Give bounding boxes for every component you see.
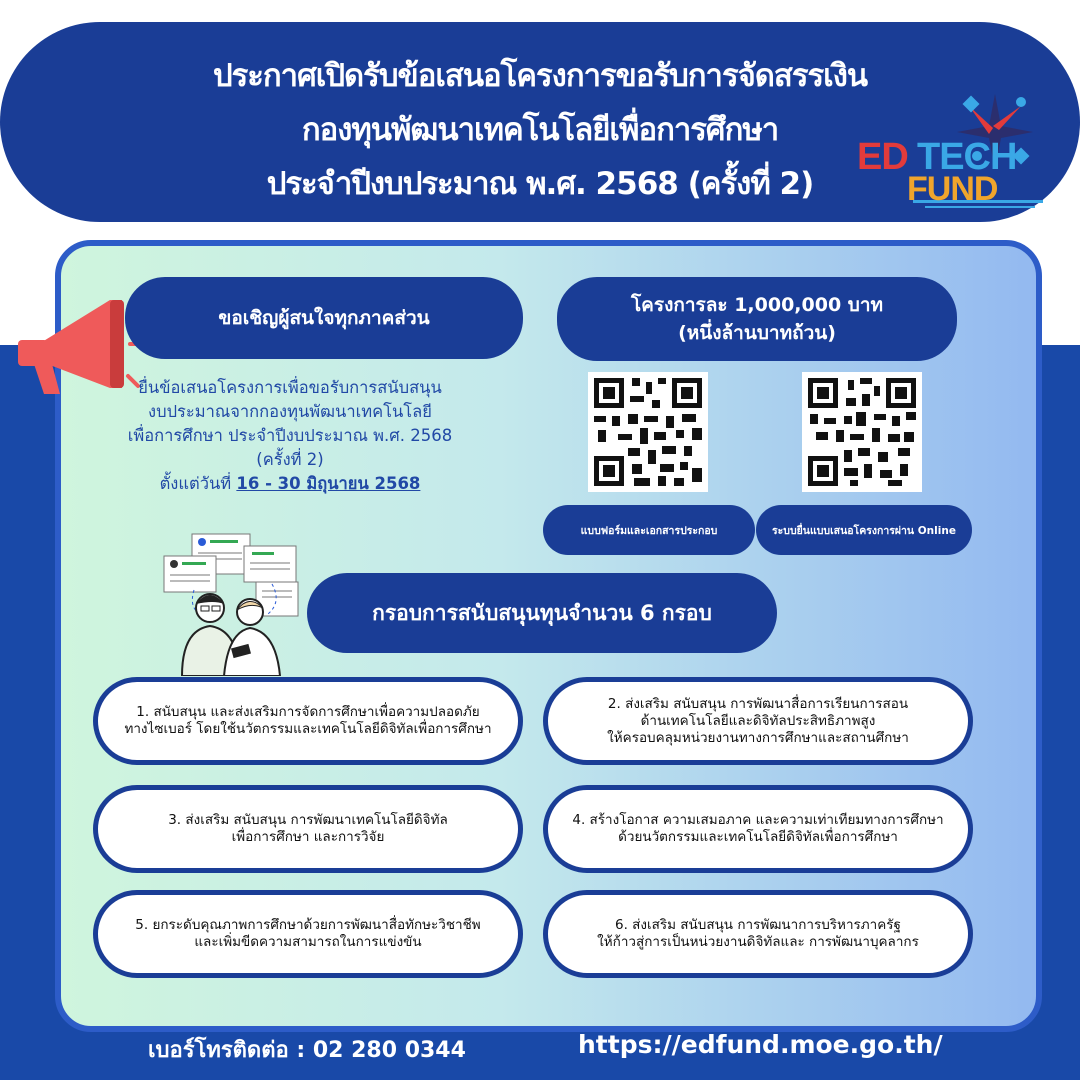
edtech-fund-logo bbox=[855, 92, 1055, 222]
framework-card-2 bbox=[543, 677, 973, 765]
logo-tech-text: TECH bbox=[917, 136, 1017, 178]
budget-pill bbox=[557, 277, 957, 361]
card-5-line-1: 5. ยกระดับคุณภาพการศึกษาด้วยการพัฒนาสื่อทักษะวิชาชีพ bbox=[135, 917, 481, 933]
invite-line-2: งบประมาณจากกองทุนพัฒนาเทคโนโลยี bbox=[148, 402, 432, 421]
website-link[interactable]: https://edfund.moe.go.th/ bbox=[578, 1030, 943, 1059]
framework-card-1 bbox=[93, 677, 523, 765]
qr-online-icon bbox=[802, 372, 922, 492]
invite-date-row bbox=[90, 472, 490, 496]
card-2-line-3: ให้ครอบคลุมหน่วยงานทางการศึกษาและสถานศึกษา bbox=[607, 729, 909, 746]
budget-line-1: โครงการละ 1,000,000 บาท bbox=[630, 294, 884, 316]
frameworks-title-pill bbox=[307, 573, 777, 653]
qr-code-form[interactable] bbox=[588, 372, 708, 492]
invite-pill-label: ขอเชิญผู้สนใจทุกภาคส่วน bbox=[218, 307, 430, 329]
logo-ed-text: ED bbox=[857, 136, 908, 178]
card-2-line-2: ด้านเทคโนโลยีและดิจิทัลประสิทธิภาพสูง bbox=[640, 712, 876, 729]
qr-form-icon bbox=[588, 372, 708, 492]
title-line-2: กองทุนพัฒนาเทคโนโลยีเพื่อการศึกษา bbox=[301, 112, 779, 148]
framework-card-3 bbox=[93, 785, 523, 873]
frameworks-title: กรอบการสนับสนุนทุนจำนวน 6 กรอบ bbox=[372, 600, 712, 625]
invite-date-range: 16 - 30 มิถุนายน 2568 bbox=[236, 474, 421, 493]
card-4-line-1: 4. สร้างโอกาส ความเสมอภาค และความเท่าเทียมทางการศึกษา bbox=[572, 812, 944, 828]
online-submission-button[interactable] bbox=[756, 505, 972, 555]
card-3-line-1: 3. ส่งเสริม สนับสนุน การพัฒนาเทคโนโลยีดิจิทัล bbox=[168, 812, 448, 828]
budget-line-2: (หนึ่งล้านบาทถ้วน) bbox=[678, 322, 836, 344]
invite-line-3: เพื่อการศึกษา ประจำปีงบประมาณ พ.ศ. 2568 bbox=[127, 426, 453, 445]
card-6-line-2: ให้ก้าวสู่การเป็นหน่วยงานดิจิทัลและ การพัฒนาบุคลากร bbox=[597, 934, 919, 950]
people-illustration bbox=[160, 528, 310, 676]
logo-fund-text: FUND bbox=[907, 170, 998, 208]
form-documents-label: แบบฟอร์มและเอกสารประกอบ bbox=[580, 524, 718, 537]
card-2-line-1: 2. ส่งเสริม สนับสนุน การพัฒนาสื่อการเรียนการสอน bbox=[607, 695, 909, 712]
online-submission-label: ระบบยื่นแบบเสนอโครงการผ่าน Online bbox=[772, 524, 956, 537]
card-6-line-1: 6. ส่งเสริม สนับสนุน การพัฒนาการบริหารภาครัฐ bbox=[615, 917, 901, 933]
card-1-line-1: 1. สนับสนุน และส่งเสริมการจัดการศึกษาเพื่อความปลอดภัย bbox=[136, 704, 480, 720]
framework-card-6 bbox=[543, 890, 973, 978]
title-line-3: ประจำปีงบประมาณ พ.ศ. 2568 (ครั้งที่ 2) bbox=[266, 166, 814, 202]
card-1-line-2: ทางไซเบอร์ โดยใช้นวัตกรรมและเทคโนโลยีดิจิทัลเพื่อการศึกษา bbox=[124, 721, 492, 737]
invite-pill bbox=[125, 277, 523, 359]
card-4-line-2: ด้วยนวัตกรรมและเทคโนโลยีดิจิทัลเพื่อการศึกษา bbox=[618, 829, 898, 845]
invite-description bbox=[90, 376, 490, 496]
invite-line-4: (ครั้งที่ 2) bbox=[256, 450, 324, 469]
form-documents-button[interactable] bbox=[543, 505, 755, 555]
card-3-line-2: เพื่อการศึกษา และการวิจัย bbox=[231, 829, 385, 845]
card-5-line-2: และเพิ่มขีดความสามารถในการแข่งขัน bbox=[194, 934, 422, 950]
invite-date-prefix: ตั้งแต่วันที่ bbox=[159, 474, 232, 493]
invite-line-1: ยื่นข้อเสนอโครงการเพื่อขอรับการสนับสนุน bbox=[138, 378, 442, 397]
framework-card-4 bbox=[543, 785, 973, 873]
framework-card-5 bbox=[93, 890, 523, 978]
contact-phone: เบอร์โทรติดต่อ : 02 280 0344 bbox=[148, 1038, 466, 1063]
title-line-1: ประกาศเปิดรับข้อเสนอโครงการขอรับการจัดสรรเงิน bbox=[212, 58, 868, 94]
qr-code-online[interactable] bbox=[802, 372, 922, 492]
